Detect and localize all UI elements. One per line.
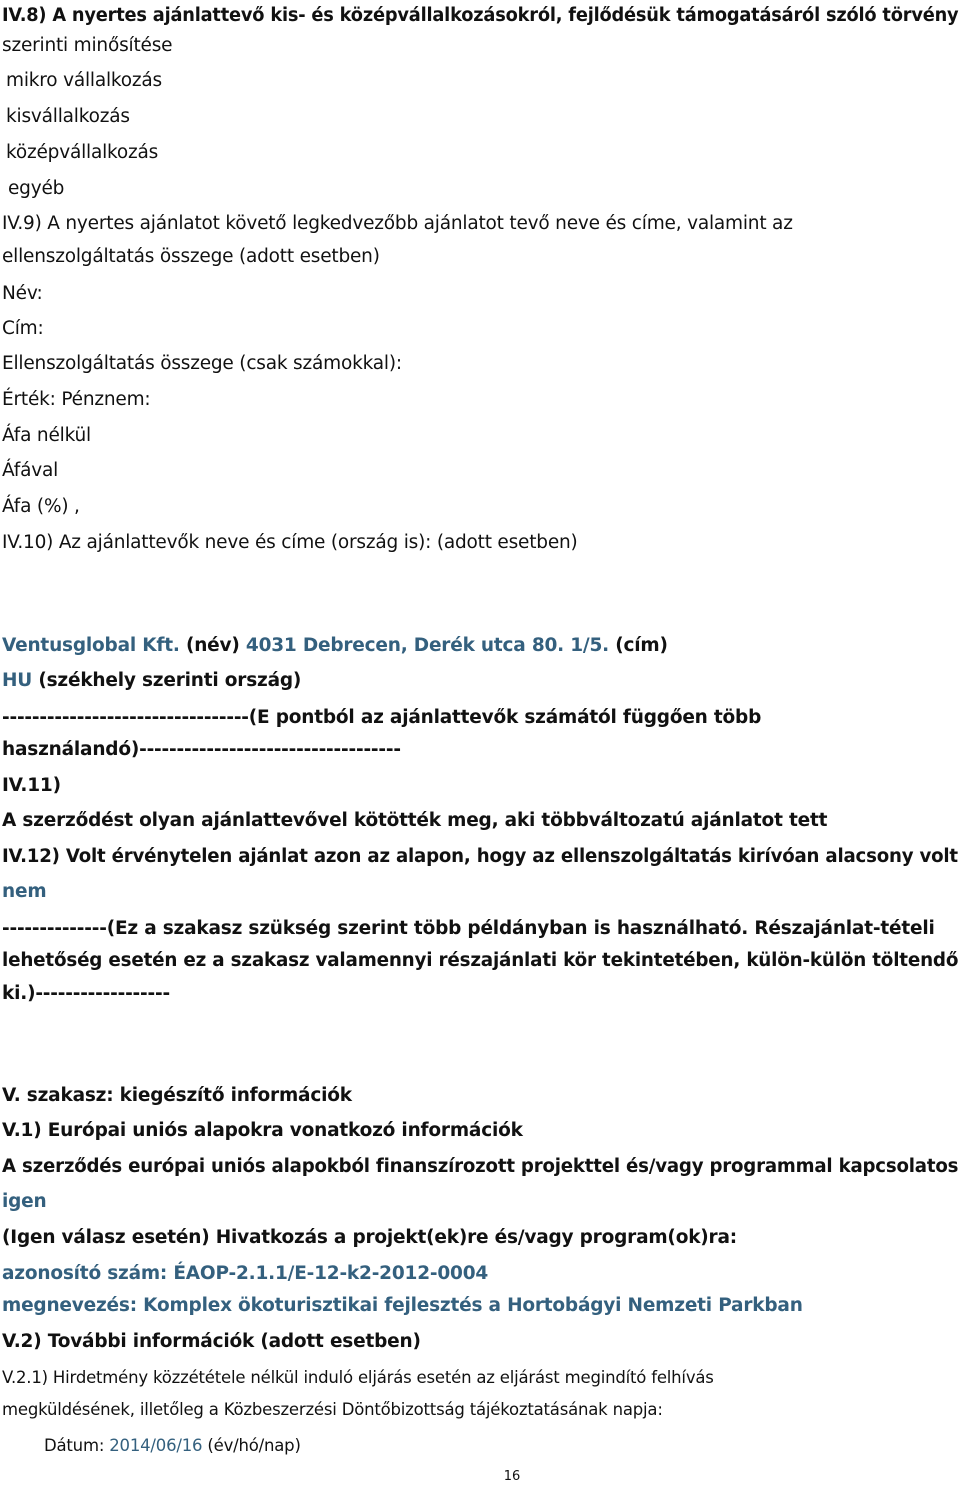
section-v21-text-cont: megküldésének, illetőleg a Közbeszerzési Döntőbizottság tájékoztatásának napja: [2,1400,663,1419]
eu-funds-answer: igen [2,1191,47,1212]
section-iv9-heading: IV.9) A nyertes ajánlatot követő legkedvezőbb ajánlatot tevő neve és címe, valamint az [2,213,793,234]
option-other: egyéb [8,178,65,199]
project-title: megnevezés: Komplex ökoturisztikai fejlesztés a Hortobágyi Nemzeti Parkban [2,1295,803,1316]
value-currency-label: Érték: Pénznem: [2,389,151,410]
section-iv8-heading: IV.8) A nyertes ajánlattevő kis- és középvállalkozásokról, fejlődésük támogatásáról szóló törvény [2,5,959,26]
section-iv12-answer: nem [2,881,47,902]
section-note-end: ki.)------------------ [2,983,170,1004]
bidder-address-value: 4031 Debrecen, Derék utca 80. 1/5. [245,635,609,656]
bidder-name-tag: (név) [179,635,246,656]
project-id: azonosító szám: ÉAOP-2.1.1/E-12-k2-2012-0004 [2,1263,489,1284]
repeat-note-cont: használandó)----------------------------------- [2,739,401,760]
amount-label: Ellenszolgáltatás összege (csak számokkal): [2,353,402,374]
bidder-address-tag: (cím) [608,635,668,656]
section-iv10-heading: IV.10) Az ajánlattevők neve és címe (ország is): (adott esetben) [2,532,578,553]
section-iv9-heading-cont: ellenszolgáltatás összege (adott esetben) [2,246,380,267]
country-tag: (székhely szerinti ország) [32,670,302,691]
country-value: HU [2,670,33,691]
section-v2-heading: V.2) További információk (adott esetben) [2,1331,421,1352]
date-format: (év/hó/nap) [202,1436,301,1455]
section-note-cont: lehetőség esetén ez a szakasz valamennyi részajánlati kör tekintetében, külön-külön töltendő [2,950,959,971]
variant-statement: A szerződést olyan ajánlattevővel kötötték meg, aki többváltozatú ajánlatot tett [2,810,828,831]
name-label: Név: [2,283,43,304]
bidder-name-value: Ventusglobal Kft. [2,635,180,656]
option-medium: középvállalkozás [6,142,159,163]
section-v1-heading: V.1) Európai uniós alapokra vonatkozó információk [2,1120,523,1141]
section-iv12-heading: IV.12) Volt érvénytelen ajánlat azon az alapon, hogy az ellenszolgáltatás kirívóan alacsony volt [2,846,958,867]
vat-percent-label: Áfa (%) , [2,496,80,517]
bidder-line [2,634,668,658]
date-line [44,1434,301,1458]
section-v-heading: V. szakasz: kiegészítő információk [2,1085,352,1106]
option-small: kisvállalkozás [6,106,130,127]
address-label: Cím: [2,318,44,339]
date-label: Dátum: [44,1436,110,1455]
section-v21-text: V.2.1) Hirdetmény közzététele nélkül induló eljárás esetén az eljárást megindító felhívás [2,1368,714,1387]
project-reference-label: (Igen válasz esetén) Hivatkozás a projekt(ek)re és/vagy program(ok)ra: [2,1227,737,1248]
country-line [2,669,301,693]
with-vat-label: Áfával [2,460,59,481]
section-note: --------------(Ez a szakasz szükség szerint több példányban is használható. Részajánlat-tételi [2,918,935,939]
section-iv8-heading-cont: szerinti minősítése [2,35,173,56]
section-iv11-heading: IV.11) [2,775,61,796]
option-micro: mikro vállalkozás [6,70,162,91]
without-vat-label: Áfa nélkül [2,425,91,446]
date-value: 2014/06/16 [109,1436,203,1455]
page-number: 16 [503,1469,521,1484]
eu-funds-question: A szerződés európai uniós alapokból finanszírozott projekttel és/vagy programmal kapcsolatos [2,1156,959,1177]
repeat-note: ---------------------------------(E pontból az ajánlattevők számától függően több [2,707,762,728]
